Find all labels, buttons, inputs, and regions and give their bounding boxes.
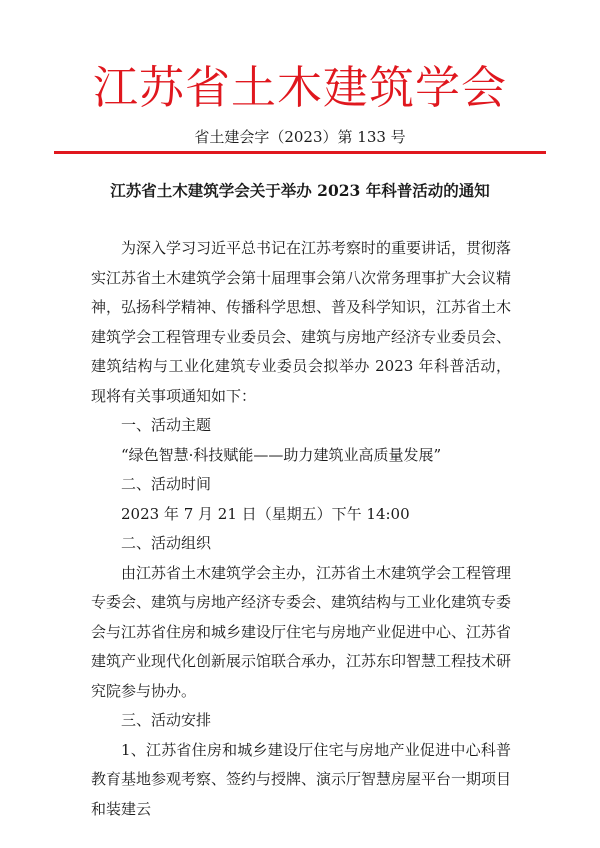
section-text-organization: 由江苏省土木建筑学会主办，江苏省土木建筑学会工程管理专委会、建筑与房地产经济专委会、建筑结构与工业化建筑专委会与江苏省住房和城乡建设厅住宅与房地产业促进中心、江苏省建筑产业现代化创新展示馆联合承办，江苏东印智慧工程技术研究院参与协办。 (91, 563, 512, 700)
document-number: 省土建会字（2023）第 133 号 (194, 128, 406, 146)
section-heading-organization: 二、活动组织 (121, 534, 212, 552)
section-text-time: 2023 年 7 月 21 日（星期五）下午 14:00 (121, 504, 410, 523)
section-text-theme: “绿色智慧·科技赋能——助力建筑业高质量发展” (121, 445, 442, 464)
red-divider-line (54, 151, 546, 154)
section-heading-arrangement: 三、活动安排 (121, 711, 212, 729)
notice-title: 江苏省土木建筑学会关于举办 2023 年科普活动的通知 (110, 181, 490, 200)
intro-paragraph: 为深入学习习近平总书记在江苏考察时的重要讲话，贯彻落实江苏省土木建筑学会第十届理事会第八次常务理事扩大会议精神，弘扬科学精神、传播科学思想、普及科学知识，江苏省土木建筑学会工程管理专业委员会、建筑与房地产经济专业委员会、建筑结构与工业化建筑专业委员会拟举办 2023 年科普活动，现将有关事项通知如下： (91, 239, 512, 405)
section-heading-time: 二、活动时间 (121, 475, 212, 493)
document-body (91, 234, 511, 824)
section-text-arrangement: 1、江苏省住房和城乡建设厅住宅与房地产业促进中心科普教育基地参观考察、签约与授牌、演示厅智慧房屋平台一期项目和装建云 (91, 740, 512, 818)
organization-title: 江苏省土木建筑学会 (92, 61, 507, 114)
section-heading-theme: 一、活动主题 (121, 416, 212, 434)
